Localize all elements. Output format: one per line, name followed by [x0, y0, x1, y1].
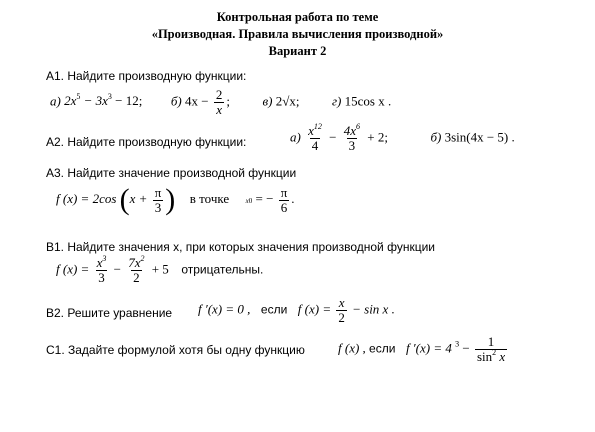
- b2-tail: − sin x .: [352, 301, 395, 317]
- task-a2-formulas: [290, 124, 515, 153]
- a1-c-letter: в): [262, 93, 273, 109]
- task-b2-formula: [198, 296, 395, 325]
- title-line-2: «Производная. Правила вычисления производной»: [151, 27, 444, 41]
- a1-a-letter: а): [50, 93, 61, 109]
- b1-f-lhs: f (x) =: [56, 261, 90, 277]
- task-c1-formula: [338, 335, 509, 364]
- variant-label: Вариант 2: [268, 44, 327, 58]
- a2-b-expr: 3sin(4x − 5) .: [444, 129, 515, 145]
- task-b2-label: В2. Решите уравнение: [46, 306, 173, 320]
- title-line-1: Контрольная работа по теме: [216, 10, 379, 24]
- a3-fraction: $\frac{\pi}{3}$: [154, 184, 162, 215]
- a1-d-letter: г): [331, 93, 342, 109]
- a2-a-letter: а): [290, 129, 301, 145]
- b1-fraction-2: $\frac{7x^2}{2}$: [128, 254, 145, 285]
- a1-a-expr: $2x^5 - 3x^3 - 12$;: [64, 92, 143, 109]
- a2-minus: −: [329, 129, 337, 145]
- a1-b-letter: б): [170, 93, 182, 109]
- a3-point-fraction: $\frac{\pi}{6}$: [280, 184, 288, 215]
- a3-point-eq: = −: [255, 190, 274, 206]
- task-a1-formulas: а) $2x^5 - 3x^3 - 12$; б) 4x − $\frac{2}{x}$ ; в) 2√x; г) 15cos x .: [50, 87, 392, 117]
- task-a3-formula: f (x) = 2cos (x + $\frac{\pi}{3}$ ) в точке x0 = − $\frac{\pi}{6}$ .: [56, 183, 295, 216]
- a1-b-fraction: $\frac{2}{x}$: [215, 87, 223, 117]
- b2-fraction: $\frac{x}{2}$: [338, 295, 345, 325]
- task-a1-label: А1. Найдите производную функции:: [46, 69, 247, 83]
- a2-tail: + 2;: [367, 129, 388, 145]
- a2-b-letter: б): [430, 129, 442, 145]
- c1-fx: f (x) ,: [338, 340, 366, 356]
- task-b1-label: В1. Найдите значения x, при которых значения производной функции: [46, 240, 435, 254]
- a1-b-expr: 4x −: [185, 93, 209, 109]
- c1-derivative: f ′(x) = 4: [405, 340, 452, 356]
- a3-point-text: в точке: [189, 190, 230, 206]
- b1-minus: −: [113, 261, 121, 277]
- b1-suffix: отрицательны.: [181, 262, 264, 277]
- c1-sup: 3: [455, 339, 460, 349]
- a3-point-sub: 0: [248, 196, 253, 205]
- a3-point-var: x: [245, 196, 249, 205]
- a3-paren-open: (: [119, 183, 130, 216]
- b2-f-lhs: f (x) =: [297, 301, 332, 317]
- b2-equation: f ′(x) = 0 ,: [198, 301, 251, 317]
- c1-minus: −: [462, 340, 470, 356]
- a1-c-expr: 2√x;: [275, 93, 300, 109]
- task-a2-label: А2. Найдите производную функции:: [46, 135, 247, 149]
- task-a3-label: А3. Найдите значение производной функции: [46, 166, 297, 180]
- a2-fraction-2: $\frac{4x^6}{3}$: [343, 122, 360, 153]
- b1-tail: + 5: [151, 261, 169, 277]
- c1-fraction: $\frac{1}{\sin^2 x}$: [476, 334, 506, 364]
- b1-fraction-1: $\frac{x^3}{3}$: [96, 254, 107, 285]
- a1-d-expr: 15cos x .: [344, 93, 392, 109]
- task-c1-label: С1. Задайте формулой хотя бы одну функцию: [46, 343, 305, 357]
- task-b1-formula: [56, 256, 263, 285]
- a3-f-lhs: f (x) = 2cos: [56, 190, 117, 206]
- a2-fraction-1: $\frac{x^{12}}{4}$: [308, 122, 322, 153]
- a3-arg: x +: [129, 190, 148, 206]
- a3-paren-close: ): [165, 183, 176, 216]
- c1-if: если: [369, 341, 396, 356]
- b2-if: если: [260, 302, 288, 317]
